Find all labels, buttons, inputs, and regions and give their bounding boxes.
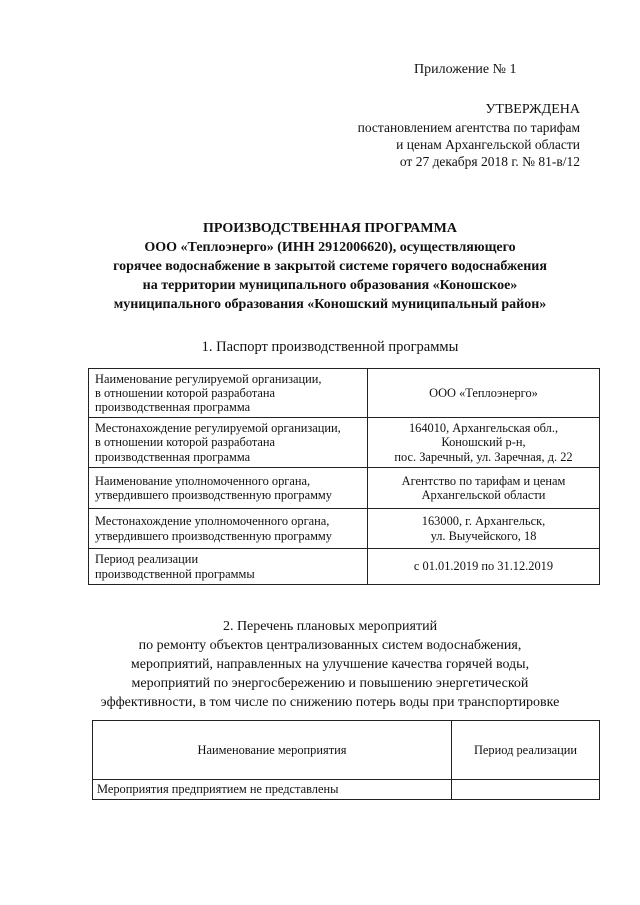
heading-line: 2. Перечень плановых мероприятий [222,619,438,634]
passport-value-cell [368,509,600,549]
passport-value-cell [368,468,600,509]
measures-table [92,720,600,800]
cell-line: в отношении которой разработана [95,385,276,400]
cell-line: 164010, Архангельская обл., [408,421,559,436]
period-cell [452,780,600,800]
cell-line: 163000, г. Архангельск, [421,514,546,529]
passport-label-cell [89,418,368,468]
table-header-row [93,721,600,780]
title-line: ООО «Теплоэнерго» (ИНН 2912006620), осуществляющего [144,240,516,255]
section2-heading [40,617,620,712]
approval-heading: УТВЕРЖДЕНА [485,102,580,117]
heading-line: по ремонту объектов централизованных систем водоснабжения, [138,638,522,653]
cell-line: производственная программа [95,400,251,415]
table-row [93,780,600,800]
cell-line: ООО «Теплоэнерго» [429,385,538,400]
passport-label-cell [89,369,368,418]
heading-line: эффективности, в том числе по снижению потерь воды при транспортировке [100,695,560,710]
heading-line: мероприятий по энергосбережению и повышению энергетической [131,676,529,691]
title-line: ПРОИЗВОДСТВЕННАЯ ПРОГРАММА [203,221,457,236]
title-line: на территории муниципального образования «Коношское» [142,278,518,293]
passport-value-cell [368,369,600,418]
cell-line: производственной программы [95,566,255,581]
passport-label-cell [89,468,368,509]
table-row [89,418,600,468]
cell-line: Период реализации [95,552,199,567]
cell-line: Наименование регулируемой организации, [95,371,322,386]
approval-stamp [330,101,580,170]
table-row [89,369,600,418]
cell-line: ул. Выучейского, 18 [430,528,537,543]
cell-line: пос. Заречный, ул. Заречная, д. 22 [394,449,573,464]
table-row [89,468,600,509]
title-line: муниципального образования «Коношский муниципальный район» [113,297,547,312]
table-row [89,509,600,549]
section1-heading: 1. Паспорт производственной программы [201,339,459,355]
approval-line: постановлением агентства по тарифам [357,120,580,135]
cell-line: производственная программа [95,449,251,464]
passport-value-cell [368,549,600,585]
appendix-label: Приложение № 1 [414,62,517,77]
passport-label-cell [89,549,368,585]
cell-line: утвердившего производственную программу [95,528,332,543]
passport-label-cell [89,509,368,549]
column-header-measure: Наименование мероприятия [93,721,452,780]
cell-line: Агентство по тарифам и ценам [401,473,566,488]
column-header-period: Период реализации [452,721,600,780]
cell-line: в отношении которой разработана [95,435,276,450]
approval-line: от 27 декабря 2018 г. № 81-в/12 [399,154,580,169]
program-title [60,219,600,314]
table-row [89,549,600,585]
cell-line: Архангельской области [421,488,546,502]
cell-line: Наименование уполномоченного органа, [95,473,311,488]
cell-line: Местонахождение уполномоченного органа, [95,514,330,529]
cell-line: Местонахождение регулируемой организации, [95,421,341,436]
cell-line: утвердившего производственную программу [95,488,332,502]
measure-cell: Мероприятия предприятием не представлены [93,780,452,800]
cell-line: с 01.01.2019 по 31.12.2019 [413,559,554,574]
passport-value-cell [368,418,600,468]
cell-line: Коношский р-н, [441,435,526,450]
title-line: горячее водоснабжение в закрытой системе горячего водоснабжения [113,259,547,274]
heading-line: мероприятий, направленных на улучшение качества горячей воды, [130,657,530,672]
passport-table [88,368,600,585]
approval-line: и ценам Архангельской области [396,137,580,152]
